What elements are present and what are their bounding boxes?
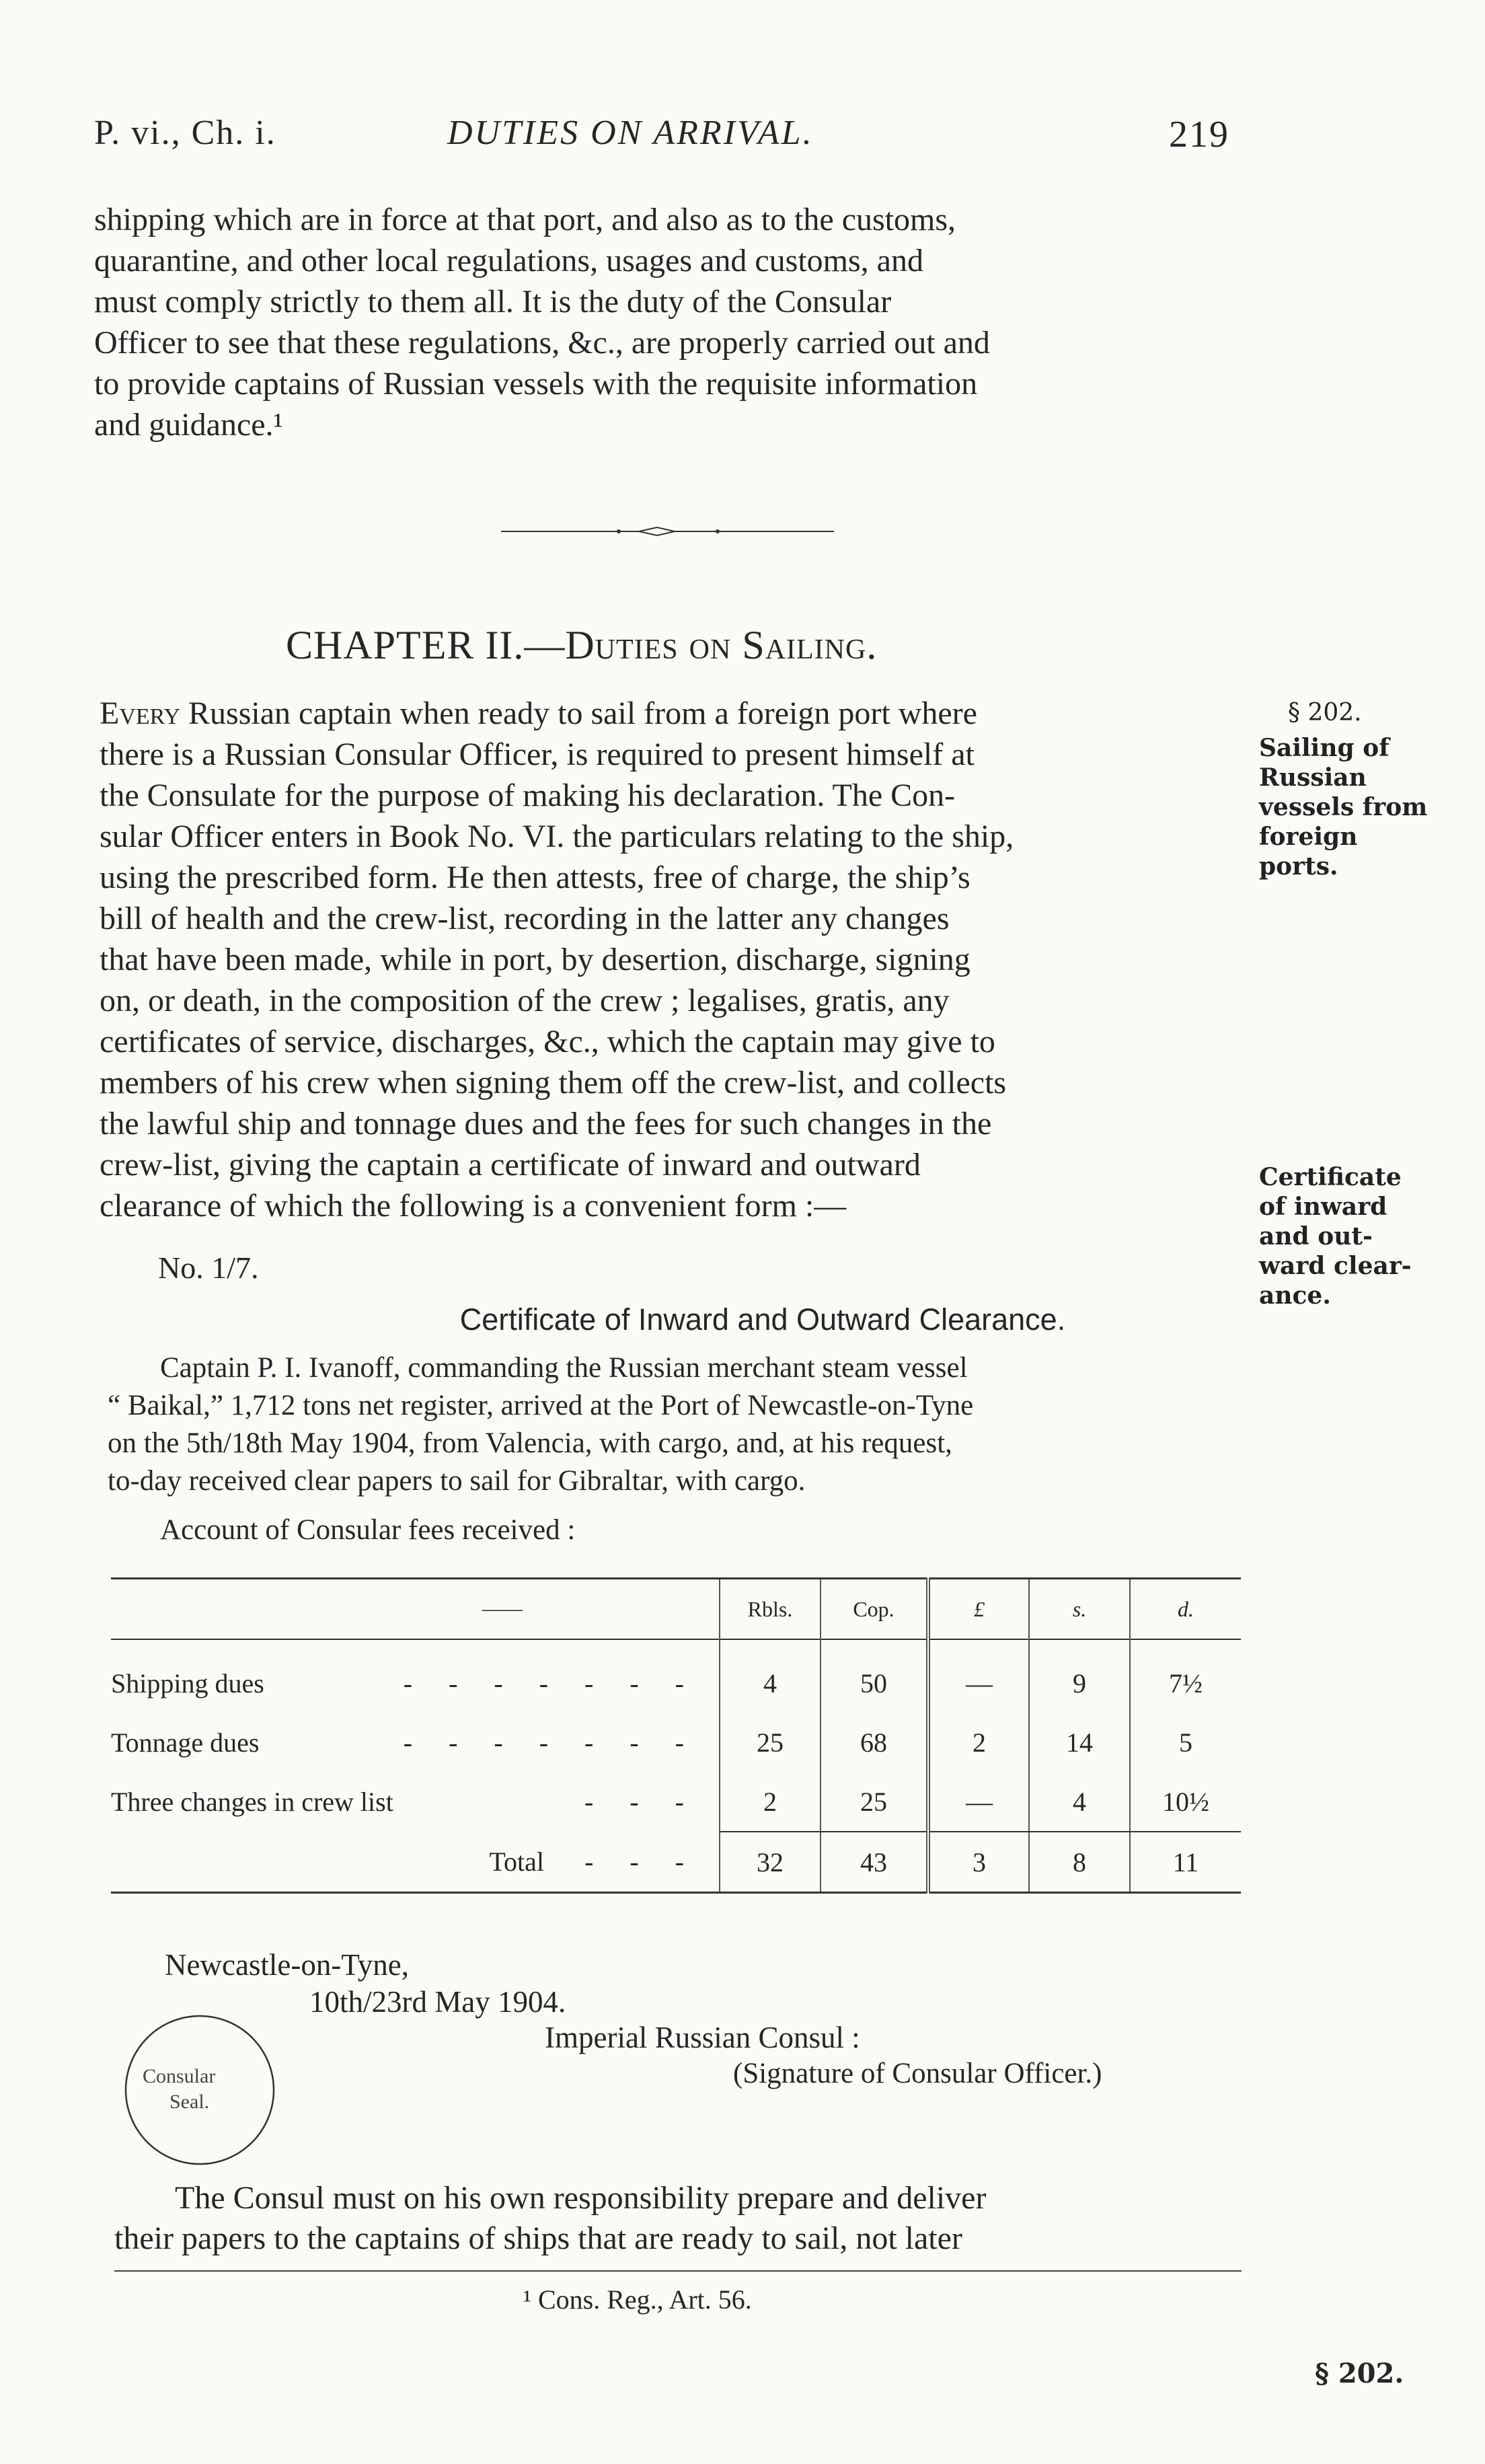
footer-catchword: § 202. <box>1315 2358 1404 2389</box>
total-rbls: 32 <box>720 1832 821 1893</box>
row-label: Tonnage dues <box>111 1727 260 1758</box>
text-line: Captain P. I. Ivanoff, commanding the Russian merchant steam vessel <box>160 1352 968 1384</box>
text-line: crew-list, giving the captain a certificate of inward and outward <box>100 1147 921 1183</box>
total-label: Total <box>489 1846 545 1877</box>
row-label: Shipping dues <box>111 1668 264 1698</box>
total-pounds: 3 <box>928 1832 1029 1893</box>
chapter-prefix: CHAPTER II.— <box>286 623 566 667</box>
leader-dots: - - - <box>584 1846 699 1877</box>
leader-dots: - - - <box>584 1787 699 1817</box>
text-line: sular Officer enters in Book No. VI. the particulars relating to the ship, <box>100 819 1014 854</box>
header-blank: —— <box>111 1579 720 1640</box>
intro-paragraph <box>94 199 1231 445</box>
page-number: 219 <box>1169 114 1229 155</box>
text-line: certificates of service, discharges, &c., which the captain may give to <box>100 1024 995 1059</box>
text-line: there is a Russian Consular Officer, is required to present himself at <box>100 737 975 772</box>
margin-section-number: § 202. <box>1288 699 1362 726</box>
margin-line: ward clear- <box>1259 1252 1412 1280</box>
text-line: shipping which are in force at that port, and also as to the customs, <box>94 202 956 237</box>
text-line: the Consulate for the purpose of making his declaration. The Con- <box>100 778 956 813</box>
cell-pounds: — <box>928 1772 1029 1832</box>
header-pounds: £ <box>928 1579 1029 1640</box>
signature-date: 10th/23rd May 1904. <box>309 1985 566 2019</box>
margin-line: Russian <box>1259 763 1367 792</box>
total-shillings: 8 <box>1029 1832 1130 1893</box>
cell-shillings: 4 <box>1029 1772 1130 1832</box>
header-cop: Cop. <box>821 1579 928 1640</box>
total-pence: 11 <box>1172 1846 1199 1877</box>
fees-caption: Account of Consular fees received : <box>160 1514 576 1546</box>
closing-paragraph <box>114 2178 1242 2259</box>
signature-note: (Signature of Consular Officer.) <box>733 2058 1102 2089</box>
seal-text-line1: Consular <box>143 2065 216 2087</box>
cell-rbls: 4 <box>720 1653 821 1713</box>
total-cop: 43 <box>821 1832 928 1893</box>
text-line: that have been made, while in port, by desertion, discharge, signing <box>100 942 970 977</box>
text-line: the lawful ship and tonnage dues and the fees for such changes in the <box>100 1106 992 1142</box>
ornament-divider <box>501 525 834 538</box>
chapter-heading <box>286 622 877 669</box>
margin-note-certificate <box>1259 1162 1481 1310</box>
cell-pence: 7½ <box>1169 1668 1203 1698</box>
table-row <box>111 1653 1241 1713</box>
signature-place: Newcastle-on-Tyne, <box>165 1948 409 1982</box>
footnote: ¹ Cons. Reg., Art. 56. <box>523 2284 752 2315</box>
text-line: “ Baikal,” 1,712 tons net register, arrived at the Port of Newcastle-on-Tyne <box>108 1390 974 1421</box>
certificate-title: Certificate of Inward and Outward Clearance. <box>459 1302 1066 1337</box>
text-line: to provide captains of Russian vessels with the requisite information <box>94 366 978 402</box>
text-line: using the prescribed form. He then attests, free of charge, the ship’s <box>100 860 970 895</box>
text-line: clearance of which the following is a convenient form :— <box>100 1188 847 1224</box>
cell-shillings: 9 <box>1029 1653 1130 1713</box>
consular-seal <box>121 2011 279 2169</box>
text-line: quarantine, and other local regulations, usages and customs, and <box>94 243 923 278</box>
certificate-text <box>108 1349 1239 1500</box>
table-row <box>111 1772 1241 1832</box>
row-label: Three changes in crew list <box>111 1787 393 1817</box>
leader-dots: - - - - - - - <box>403 1727 699 1758</box>
table-total-row <box>111 1832 1241 1893</box>
text-line: Officer to see that these regulations, &c., are properly carried out and <box>94 325 990 361</box>
chapter-title: Duties on Sailing. <box>565 623 878 667</box>
cell-cop: 50 <box>821 1653 928 1713</box>
running-head-left: P. vi., Ch. i. <box>94 114 276 152</box>
cell-pounds: 2 <box>928 1713 1029 1772</box>
header-rbls: Rbls. <box>720 1579 821 1640</box>
cell-pence: 5 <box>1179 1727 1192 1758</box>
text-line: bill of health and the crew-list, recording in the latter any changes <box>100 901 950 936</box>
leader-dots: - - - - - - - <box>403 1668 699 1698</box>
cell-pence: 10½ <box>1130 1772 1241 1832</box>
margin-line: Sailing of <box>1259 734 1389 762</box>
first-word: Every <box>100 696 180 731</box>
cell-rbls: 25 <box>720 1713 821 1772</box>
text-line: Russian captain when ready to sail from a foreign port where <box>188 696 977 731</box>
margin-line: and out- <box>1259 1222 1373 1250</box>
text-line: must comply strictly to them all. It is the duty of the Consular <box>94 284 892 320</box>
cell-pounds: — <box>928 1653 1029 1713</box>
margin-line: foreign <box>1259 823 1358 851</box>
text-line: The Consul must on his own responsibility prepare and deliver <box>175 2180 987 2216</box>
seal-text-line2: Seal. <box>169 2091 210 2113</box>
margin-line: vessels from <box>1259 793 1428 821</box>
text-line: on, or death, in the composition of the crew ; legalises, gratis, any <box>100 983 950 1018</box>
cell-shillings: 14 <box>1029 1713 1130 1772</box>
fees-table <box>111 1577 1241 1894</box>
text-line: members of his crew when signing them off the crew-list, and collects <box>100 1065 1007 1100</box>
margin-line: ports. <box>1259 852 1338 881</box>
header-shillings: s. <box>1029 1579 1130 1640</box>
main-paragraph <box>100 693 1233 1226</box>
text-line: to-day received clear papers to sail for Gibraltar, with cargo. <box>108 1465 806 1497</box>
margin-line: Certificate <box>1259 1163 1402 1191</box>
table-row <box>111 1713 1241 1772</box>
cell-cop: 25 <box>821 1772 928 1832</box>
margin-line: ance. <box>1259 1281 1331 1310</box>
form-number: No. 1/7. <box>158 1250 259 1285</box>
footnote-rule <box>114 2270 1242 2272</box>
text-line: on the 5th/18th May 1904, from Valencia, with cargo, and, at his request, <box>108 1427 952 1459</box>
margin-line: of inward <box>1259 1193 1387 1221</box>
margin-note-sailing <box>1259 733 1481 881</box>
consul-title: Imperial Russian Consul : <box>545 2021 860 2054</box>
header-pence: d. <box>1178 1596 1194 1621</box>
table-header-row <box>111 1579 1241 1640</box>
running-head-title: DUTIES ON ARRIVAL. <box>447 114 814 152</box>
text-line: their papers to the captains of ships that are ready to sail, not later <box>114 2220 962 2256</box>
cell-cop: 68 <box>821 1713 928 1772</box>
cell-rbls: 2 <box>720 1772 821 1832</box>
text-line: and guidance.¹ <box>94 407 283 443</box>
